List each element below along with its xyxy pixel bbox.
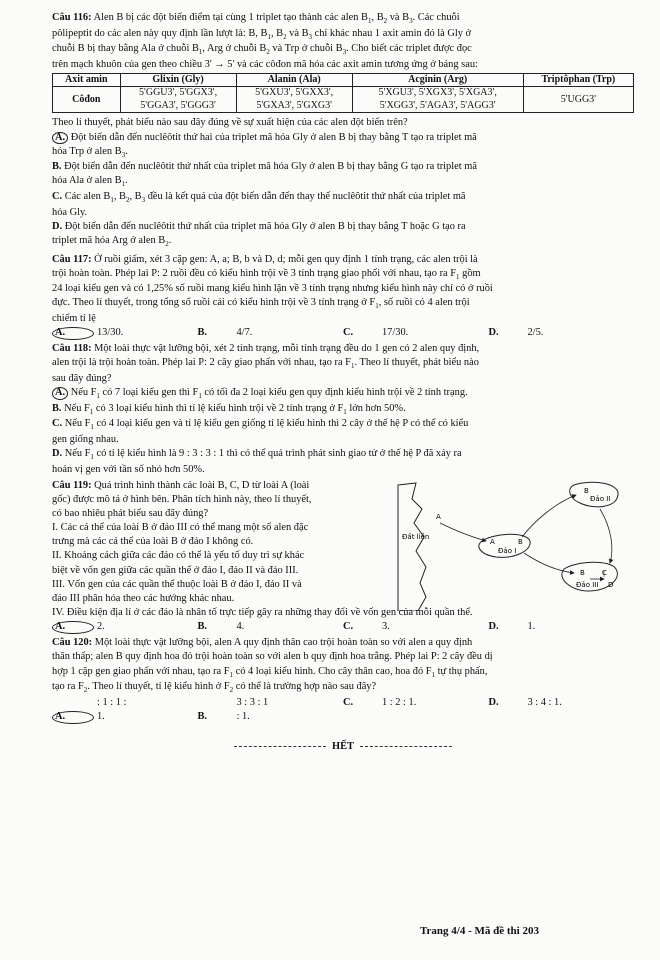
question-number: Câu 117: — [52, 253, 92, 265]
table-cell: 5'GXU3', 5'GXX3', 5'GXA3', 5'GXG3' — [236, 87, 352, 113]
question-116: Câu 116: Alen B bị các đột biến điểm tại cùng 1 triplet tạo thành các alen $B_1$, $B_2$ và $B_3$. Các chuỗi pôlipeptit do các alen này quy định lần lượt là: B, $B_1$, $B_2$ và $B_3$ chỉ khác nhau 1 axit amin đó là Gly ở chuỗi B bị thay bằng Ala ở chuỗi $B_1$, Arg ở chuỗi $B_2$ và Trp ở chuỗi $B_3$. Cho biết các triplet được đọc trên mạch khuôn của gen theo chiều 3' → 5' và các côđon mã hóa các axit amin tương ứng ở bảng sau: Axit amin Glixin (Gly) Alanin (Ala) Acginin (Arg) Triptôphan (Trp) Côđon 5'GGU3', 5'GGX3', 5'GGA3', 5'GGG3' 5'GXU3', 5'GXX3', 5'GXA3', 5'GXG3' 5'XGU3', 5'XGX3', 5'XGA3', 5'XGG3', 5'AGA3', 5'AGG3' 5'UGG3' Theo lí thuyết, phát biểu nào sau đây đúng về sự xuất hiện của các alen đột biến trên? A. Đột biến dẫn đến nuclêôtit thứ hai của triplet mã hóa Gly ở alen B bị thay bằng T tạo ra triplet mã hóa Trp ở alen $B_3$. B. Đột biến dẫn đến nuclêôtit thứ nhất của triplet mã hóa Gly ở alen B bị thay bằng G tạo ra triplet mã hóa Ala ở alen $B_1$. C. Các alen $B_1$, $B_2$, $B_3$ đều là kết quả của đột biến dẫn đến thay thế nuclêôtit thứ nhất của triplet mã hóa Gly. D. Đột biến dẫn đến nuclêôtit thứ nhất của triplet mã hóa Gly ở alen B bị thay bằng T hoặc G tạo ra triplet mã hóa Arg ở alen $B_2$. — [52, 11, 634, 250]
option-b: B. 4/7. — [197, 327, 253, 339]
option-c: C. Nếu $F_1$ có 4 loại kiểu gen và tỉ lệ kiểu gen giống tỉ lệ kiểu hình thì 2 cây ở thế hệ P có thể có kiểu — [52, 418, 469, 432]
island3-label: Đảo III — [576, 580, 599, 589]
option-b: B. Nếu $F_1$ có 3 loại kiểu hình thì tỉ lệ kiểu hình trội về 2 tính trạng ở $F_1$ lớn hơn 50%. — [52, 402, 406, 416]
option-c: C. Các alen $B_1$, $B_2$, $B_3$ đều là kết quả của đột biến dẫn đến thay thế nuclêôtit thứ nhất của triplet mã — [52, 191, 466, 205]
question-120: Câu 120: Một loài thực vật lưỡng bội, alen A quy định thân cao trội hoàn toàn so với alen a quy định thân thấp; alen B quy định hoa đỏ trội hoàn toàn so với alen b quy định hoa trắng. Phép lai P: 2 cây đều dị hợp 1 cặp gen giao phấn với nhau, tạo ra $F_1$ có 4 loại kiểu hình. Cho cây thân cao, hoa đỏ $F_1$ tự thụ phấn, tạo ra $F_2$. Theo lí thuyết, tỉ lệ kiểu hình ở $F_2$ có thể là trường hợp nào sau đây? A. : 1 : 1 : 1. B. 3 : 3 : 1 : 1. C. 1 : 2 : 1. D. 3 : 4 : 1. — [52, 636, 634, 724]
options-row — [52, 326, 634, 340]
species-label: B — [584, 486, 589, 495]
table-header-row — [53, 73, 634, 87]
table-row — [53, 87, 634, 113]
option-b: B. 3 : 3 : 1 : 1. — [197, 696, 269, 722]
option-d: D. 3 : 4 : 1. — [488, 696, 562, 708]
options-row — [52, 696, 634, 724]
question-118: Câu 118: Một loài thực vật lưỡng bội, xét 2 tính trạng, mỗi tính trạng đều do 1 gen có 2 alen quy định, alen trội là trội hoàn toàn. Phép lai P: 2 cây giao phấn với nhau, tạo ra $F_1$. Theo lí thuyết, phát biểu nào sau đây đúng? A. Nếu $F_1$ có 7 loại kiểu gen thì $F_1$ có tối đa 2 loại kiểu gen quy định kiểu hình trội về 2 tính trạng. B. Nếu $F_1$ có 3 loại kiểu hình thì tỉ lệ kiểu hình trội về 2 tính trạng ở $F_1$ lớn hơn 50%. C. Nếu $F_1$ có 4 loại kiểu gen và tỉ lệ kiểu gen giống tỉ lệ kiểu hình thì 2 cây ở thế hệ P có thể có kiểu gen giống nhau. D. Nếu $F_1$ có tỉ lệ kiểu hình là 9 : 3 : 3 : 1 thì có thể quá trình phát sinh giao tử ở thế hệ P đã xảy ra hoán vị gen với tần số nhỏ hơn 50%. — [52, 342, 634, 477]
table-header: Glixin (Gly) — [120, 73, 236, 87]
table-header: Acginin (Arg) — [352, 73, 523, 87]
table-cell: 5'XGU3', 5'XGX3', 5'XGA3', 5'XGG3', 5'AGA3', 5'AGG3' — [352, 87, 523, 113]
species-label: A — [490, 537, 495, 546]
mainland-label: Đất liền — [402, 532, 430, 541]
end-marker: HẾT — [52, 740, 634, 754]
option-a: A. 13/30. — [52, 326, 198, 340]
migration-arrow — [524, 553, 574, 573]
species-label: B — [518, 537, 523, 546]
question-number: Câu 118: — [52, 343, 92, 355]
question-119: Câu 119: Quá trình hình thành các loài B, C, D từ loài A (loài gốc) được mô tả ở hình bên. Phân tích hình này, theo lí thuyết, có bao nhiêu phát biểu sau đây đúng? I. Các cá thể của loài B ở đảo III có thể mang một số alen đặc trưng mà các cá thể của loài B ở đảo I không có. II. Khoảng cách giữa các đảo có thể là yếu tố duy trì sự khác biệt về vốn gen giữa các quần thể ở đảo I, đảo II và đảo III. III. Vốn gen của các quần thể thuộc loài B ở đảo I, đảo II và đảo III phân hóa theo các hướng khác nhau. IV. Điều kiện địa lí ở các đảo là nhân tố trực tiếp gây ra những thay đổi về vốn gen của mỗi quần thể. A. 2. B. 4. C. 3. D. 1. Đất liền Đảo II B Đảo I A B Đảo III B C D A — [52, 479, 634, 635]
option-a: A. Nếu $F_1$ có 7 loại kiểu gen thì $F_1$ có tối đa 2 loại kiểu gen quy định kiểu hình trội về 2 tính trạng. — [52, 386, 634, 402]
option-c: C. 1 : 2 : 1. — [343, 696, 417, 708]
question-number: Câu 119: — [52, 479, 92, 491]
question-number: Câu 116: — [52, 12, 92, 23]
migration-arrow — [600, 509, 612, 563]
species-label: A — [436, 512, 441, 521]
question-117: Câu 117: Ở ruồi giấm, xét 3 cặp gen: A, a; B, b và D, d; mỗi gen quy định 1 tính trạng, các alen trội là trội hoàn toàn. Phép lai P: 2 ruồi đều có kiểu hình trội về 3 tính trạng giao phối với nhau, tạo ra $F_1$ gồm 24 loại kiểu gen và có 1,25% số ruồi mang kiểu hình lặn về 3 tính trạng nhưng kiểu hình này chỉ có ở ruồi đực. Theo lí thuyết, trong tổng số ruồi cái có kiểu hình trội về 3 tính trạng ở $F_1$, số ruồi có 4 alen trội chiếm tỉ lệ A. 13/30. B. 4/7. C. 17/30. D. 2/5. — [52, 253, 634, 341]
codon-table — [52, 73, 634, 114]
option-a: A. : 1 : 1 : 1. — [52, 696, 198, 724]
table-header: Alanin (Ala) — [236, 73, 352, 87]
page-footer: Trang 4/4 - Mã đề thi 203 — [420, 925, 539, 937]
table-header: Triptôphan (Trp) — [523, 73, 633, 87]
speciation-map — [396, 479, 634, 611]
table-header: Axit amin — [53, 73, 121, 87]
species-label: B — [580, 568, 585, 577]
option-d: D. 2/5. — [488, 327, 544, 339]
species-label: C — [602, 568, 607, 577]
option-c: C. 3. — [343, 621, 390, 633]
table-cell: 5'UGG3' — [523, 87, 633, 113]
table-cell: 5'GGU3', 5'GGX3', 5'GGA3', 5'GGG3' — [120, 87, 236, 113]
option-c: C. 17/30. — [343, 327, 409, 339]
options-row — [52, 620, 634, 634]
island2-label: Đảo II — [590, 494, 611, 503]
migration-arrow — [440, 523, 486, 541]
selected-option-mark: A. — [52, 132, 68, 145]
option-a: A. 2. — [52, 620, 198, 634]
island1-label: Đảo I — [498, 546, 517, 555]
option-a: A. Đột biến dẫn đến nuclêôtit thứ hai của triplet mã hóa Gly ở alen B bị thay bằng T tạo ra triplet mã — [52, 131, 634, 145]
option-d: D. Đột biến dẫn đến nuclêôtit thứ nhất của triplet mã hóa Gly ở alen B bị thay bằng T hoặc G tạo ra — [52, 220, 466, 232]
migration-arrow — [522, 495, 576, 537]
mainland-shape — [398, 483, 426, 611]
option-d: D. Nếu $F_1$ có tỉ lệ kiểu hình là 9 : 3 : 3 : 1 thì có thể quá trình phát sinh giao tử ở thế hệ P đã xảy ra — [52, 448, 462, 462]
exam-page — [52, 10, 634, 754]
option-b: B. 4. — [197, 621, 245, 633]
species-label: D — [608, 580, 614, 589]
option-b: B. Đột biến dẫn đến nuclêôtit thứ nhất của triplet mã hóa Gly ở alen B bị thay bằng G tạo ra triplet mã — [52, 161, 477, 173]
question-number: Câu 120: — [52, 637, 93, 649]
option-d: D. 1. — [488, 621, 536, 633]
table-cell: Côđon — [53, 87, 121, 113]
